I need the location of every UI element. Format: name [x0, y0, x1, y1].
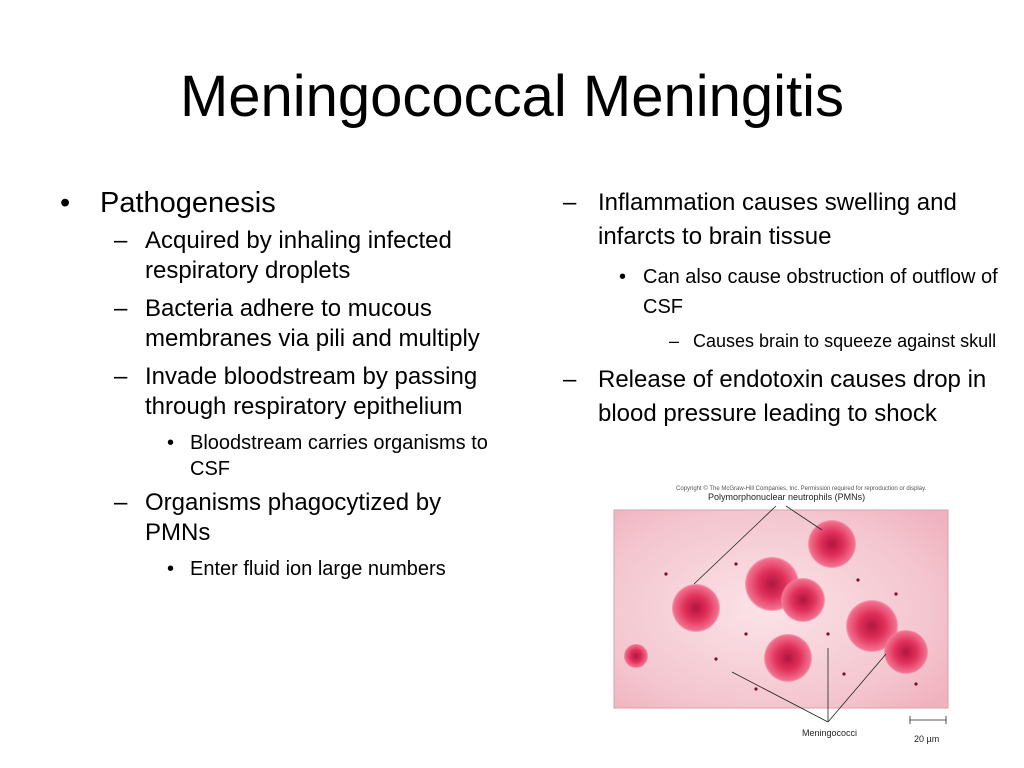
sub-bullet-text: Acquired by inhaling infected respiratory droplets: [145, 227, 452, 284]
scale-bar-label: 20 µm: [914, 734, 940, 744]
meningococci-label: Meningococci: [802, 728, 858, 738]
sub-bullet: [60, 362, 500, 422]
bullet-marker: •: [619, 266, 627, 288]
copyright-caption: Copyright © The McGraw-Hill Companies, Inc. Permission required for reproduction or display.: [676, 486, 927, 492]
micrograph-figure: [596, 484, 958, 748]
sub-sub-bullet-text: Bloodstream carries organisms to CSF: [190, 432, 488, 480]
sub-bullet-text: Bacteria adhere to mucous membranes via pili and multiply: [145, 295, 480, 352]
dash-marker: –: [114, 489, 128, 516]
bullet-text: Pathogenesis: [100, 187, 276, 219]
right-column: [563, 186, 1018, 439]
micrograph-image: [596, 484, 958, 748]
sub-bullet-text: Release of endotoxin causes drop in blood pressure leading to shock: [598, 366, 987, 427]
dash-marker: –: [114, 295, 128, 322]
sub-bullet: [60, 226, 500, 286]
bullet-marker: •: [167, 558, 175, 580]
sub-bullet: [563, 186, 1018, 254]
sub-sub-bullet: [60, 556, 500, 582]
sub-sub-bullet: [563, 262, 1018, 322]
left-column: [60, 186, 500, 588]
sub-bullet: [563, 363, 1018, 431]
pmn-label: Polymorphonuclear neutrophils (PMNs): [708, 492, 866, 502]
sub-sub-sub-bullet-text: Causes brain to squeeze against skull: [693, 331, 997, 351]
sub-sub-sub-bullet: [563, 328, 1018, 355]
sub-sub-bullet-text: Can also cause obstruction of outflow of CSF: [643, 266, 998, 318]
dash-marker: –: [114, 363, 128, 390]
dash-marker: –: [669, 331, 680, 351]
sub-bullet-text: Invade bloodstream by passing through respiratory epithelium: [145, 363, 478, 420]
dash-marker: –: [114, 227, 128, 254]
sub-bullet: [60, 294, 500, 354]
sub-sub-bullet: [60, 430, 500, 482]
sub-bullet-text: Organisms phagocytized by PMNs: [145, 489, 442, 546]
slide-title: Meningococcal Meningitis: [179, 64, 845, 129]
sub-bullet-text: Inflammation causes swelling and infarcts to brain tissue: [598, 189, 957, 250]
dash-marker: –: [563, 189, 577, 216]
bullet-marker: •: [167, 432, 175, 454]
sub-bullet: [60, 488, 500, 548]
dash-marker: –: [563, 366, 577, 393]
sub-sub-bullet-text: Enter fluid ion large numbers: [190, 558, 446, 580]
bullet-pathogenesis: [60, 186, 500, 220]
bullet-marker: •: [60, 187, 71, 219]
